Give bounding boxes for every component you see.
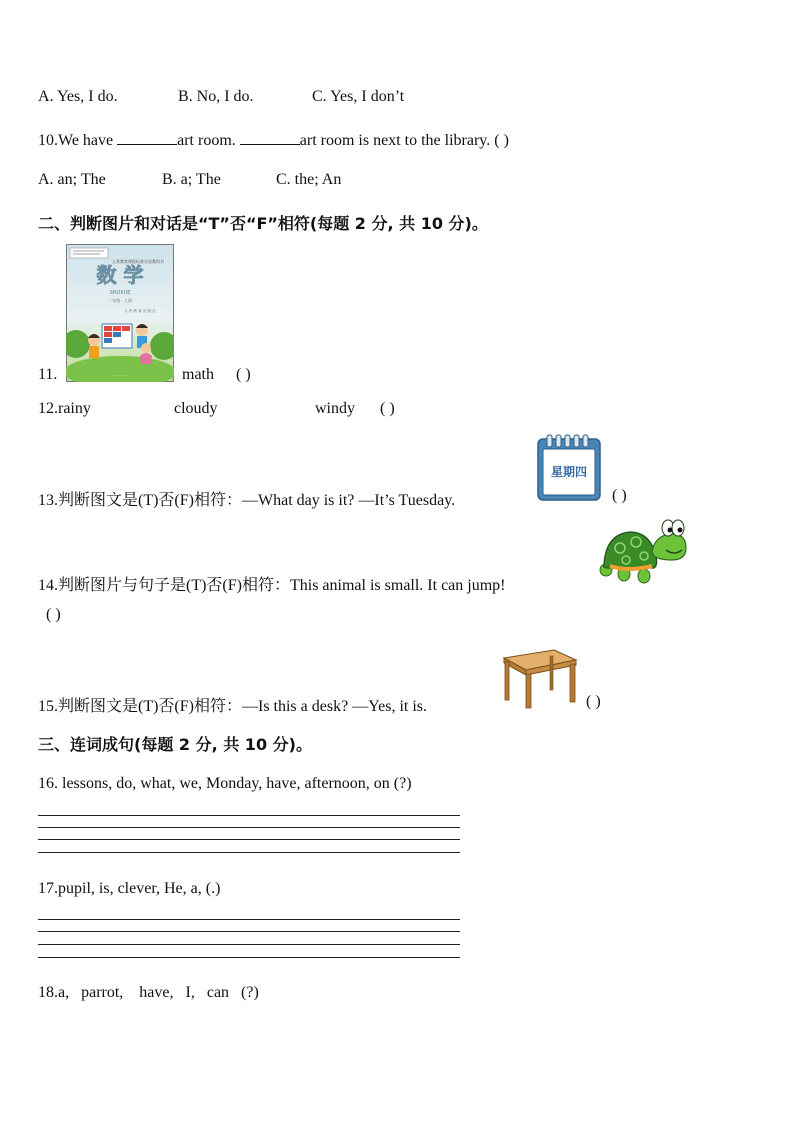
q10-blank-1[interactable] xyxy=(117,130,177,145)
q17-answer-line-1[interactable] xyxy=(38,919,460,920)
book-header-text: 义务教育课程标准实验教科书 xyxy=(112,259,164,264)
q16-answer-line-2[interactable] xyxy=(38,827,460,828)
q12-answer-paren[interactable]: ( ) xyxy=(380,400,395,417)
q15-answer-paren[interactable]: ( ) xyxy=(586,693,601,710)
calendar-label: 星期四 xyxy=(550,465,588,479)
q11-word: math xyxy=(182,366,214,383)
q10-prefix: 10.We have xyxy=(38,132,114,149)
q12-word-1: 12.rainy xyxy=(38,400,91,417)
q16-answer-line-3[interactable] xyxy=(38,839,460,840)
q14-question: 14.判断图片与句子是(T)否(F)相符：This animal is small. It can jump! xyxy=(38,577,506,594)
q10-option-b: B. a; The xyxy=(162,171,221,188)
q13-question: 13.判断图文是(T)否(F)相符：—What day is it? —It’s Tuesday. xyxy=(38,492,456,509)
section-3-heading: 三、连词成句(每题 2 分, 共 10 分)。 xyxy=(38,735,312,754)
q10-mid: art room. xyxy=(177,132,236,149)
desk-image xyxy=(500,648,578,710)
q15-question: 15.判断图文是(T)否(F)相符：—Is this a desk? —Yes, it is. xyxy=(38,698,428,715)
q16-answer-line-1[interactable] xyxy=(38,815,460,816)
q17-question: 17.pupil, is, clever, He, a, (.) xyxy=(38,880,221,897)
q12-word-3: windy xyxy=(315,400,355,417)
q10-blank-2[interactable] xyxy=(240,130,300,145)
q17-answer-line-4[interactable] xyxy=(38,957,460,958)
section-2-heading: 二、判断图片和对话是“T”否“F”相符(每题 2 分, 共 10 分)。 xyxy=(38,214,488,233)
book-publisher: 人 民 教 育 出 版 社 xyxy=(124,309,156,313)
q18-question: 18.a, parrot, have, I, can (?) xyxy=(38,984,259,1001)
q11-number: 11. xyxy=(38,366,58,383)
math-textbook-image xyxy=(66,244,174,382)
book-pinyin: SHUXUE xyxy=(109,290,131,296)
svg-text:· · · · · · · ·: · · · · · · · · xyxy=(111,374,129,378)
q9-option-b: B. No, I do. xyxy=(178,88,254,105)
book-title: 数 学 xyxy=(96,263,144,287)
q10-option-c: C. the; An xyxy=(276,171,342,188)
q10-option-a: A. an; The xyxy=(38,171,106,188)
q17-answer-line-2[interactable] xyxy=(38,931,460,932)
q13-answer-paren[interactable]: ( ) xyxy=(612,487,627,504)
q10-answer-paren[interactable]: ( ) xyxy=(494,132,509,149)
q17-answer-line-3[interactable] xyxy=(38,944,460,945)
q16-question: 16. lessons, do, what, we, Monday, have, afternoon, on (?) xyxy=(38,775,412,792)
q14-answer-paren[interactable]: ( ) xyxy=(46,606,61,623)
q9-option-a: A. Yes, I do. xyxy=(38,88,118,105)
q10-question xyxy=(38,130,509,150)
turtle-image xyxy=(598,516,690,586)
q12-word-2: cloudy xyxy=(174,400,218,417)
q9-option-c: C. Yes, I don’t xyxy=(312,88,405,105)
q10-suffix: art room is next to the library. xyxy=(299,132,491,149)
q16-answer-line-4[interactable] xyxy=(38,852,460,853)
book-grade: 二年级 · 上册 xyxy=(108,298,132,303)
calendar-image xyxy=(536,434,602,502)
q11-answer-paren[interactable]: ( ) xyxy=(236,366,251,383)
